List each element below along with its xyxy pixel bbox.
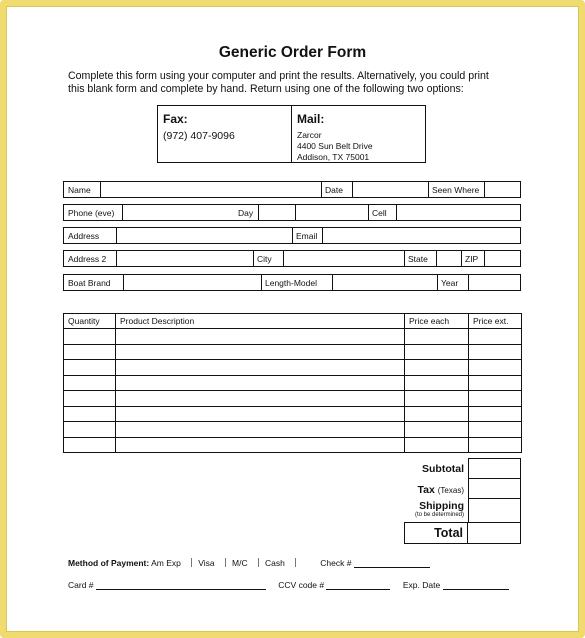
total-row bbox=[404, 522, 521, 544]
mail-line-1: Zarcor bbox=[297, 130, 322, 140]
divider bbox=[428, 182, 429, 197]
price-ext-cell[interactable] bbox=[469, 375, 522, 391]
divider bbox=[253, 251, 254, 266]
divider bbox=[292, 228, 293, 243]
fax-number: (972) 407-9096 bbox=[163, 130, 235, 142]
state-label: State bbox=[408, 254, 428, 264]
exp-date-field[interactable] bbox=[443, 589, 509, 590]
phone-row bbox=[63, 204, 521, 221]
price-ext-cell[interactable] bbox=[469, 406, 522, 422]
product-description-cell[interactable] bbox=[116, 360, 405, 376]
payment-method-line bbox=[68, 558, 430, 568]
address2-row bbox=[63, 250, 521, 267]
address-label: Address bbox=[68, 231, 100, 241]
date-field[interactable] bbox=[352, 182, 429, 197]
mail-line-2: 4400 Sun Belt Drive bbox=[297, 141, 373, 151]
quantity-cell[interactable] bbox=[64, 422, 116, 438]
cash-label: Cash bbox=[265, 558, 285, 568]
order-items-table bbox=[63, 313, 522, 453]
name-field[interactable] bbox=[100, 182, 322, 197]
price-ext-cell[interactable] bbox=[469, 360, 522, 376]
price-ext-cell[interactable] bbox=[469, 329, 522, 345]
price-each-cell[interactable] bbox=[405, 344, 469, 360]
quantity-header: Quantity bbox=[64, 314, 116, 329]
length-model-field[interactable] bbox=[332, 275, 438, 290]
total-field[interactable] bbox=[468, 523, 520, 543]
table-header-row bbox=[64, 314, 522, 329]
quantity-cell[interactable] bbox=[64, 329, 116, 345]
price-each-cell[interactable] bbox=[405, 375, 469, 391]
ccv-field[interactable] bbox=[326, 589, 390, 590]
tax-row bbox=[404, 478, 521, 499]
table-row bbox=[64, 437, 522, 453]
mail-heading: Mail: bbox=[297, 112, 325, 126]
email-field[interactable] bbox=[322, 228, 521, 243]
fax-section bbox=[158, 106, 291, 162]
shipping-label-group bbox=[404, 498, 468, 523]
price-ext-cell[interactable] bbox=[469, 422, 522, 438]
city-label: City bbox=[257, 254, 272, 264]
mc-label: M/C bbox=[232, 558, 248, 568]
mail-line-3: Addison, TX 75001 bbox=[297, 152, 370, 162]
quantity-cell[interactable] bbox=[64, 360, 116, 376]
price-each-cell[interactable] bbox=[405, 406, 469, 422]
divider bbox=[321, 182, 322, 197]
date-label: Date bbox=[325, 185, 343, 195]
tax-note: (Texas) bbox=[437, 486, 464, 495]
visa-label: Visa bbox=[198, 558, 215, 568]
table-row bbox=[64, 329, 522, 345]
day-label: Day bbox=[238, 208, 254, 218]
quantity-cell[interactable] bbox=[64, 375, 116, 391]
quantity-cell[interactable] bbox=[64, 437, 116, 453]
length-model-label: Length-Model bbox=[265, 278, 317, 288]
price-ext-cell[interactable] bbox=[469, 437, 522, 453]
price-ext-cell[interactable] bbox=[469, 344, 522, 360]
quantity-cell[interactable] bbox=[64, 406, 116, 422]
name-label: Name bbox=[68, 185, 91, 195]
intro-line-2: this blank form and complete by hand. Return using one of the following two options: bbox=[68, 83, 464, 95]
product-description-header: Product Description bbox=[116, 314, 405, 329]
cell-label: Cell bbox=[372, 208, 387, 218]
total-label: Total bbox=[405, 523, 468, 543]
email-label: Email bbox=[296, 231, 318, 241]
product-description-cell[interactable] bbox=[116, 391, 405, 407]
divider bbox=[261, 275, 262, 290]
tax-field[interactable] bbox=[468, 478, 521, 499]
product-description-cell[interactable] bbox=[116, 422, 405, 438]
table-row bbox=[64, 391, 522, 407]
table-row bbox=[64, 344, 522, 360]
contact-box bbox=[157, 105, 426, 163]
subtotal-field[interactable] bbox=[468, 458, 521, 479]
check-number-field[interactable] bbox=[354, 567, 430, 568]
intro-line-1: Complete this form using your computer and print the results. Alternatively, you could print bbox=[68, 70, 489, 82]
fax-heading: Fax: bbox=[163, 112, 188, 126]
quantity-cell[interactable] bbox=[64, 344, 116, 360]
price-each-cell[interactable] bbox=[405, 329, 469, 345]
exp-date-label: Exp. Date bbox=[402, 580, 441, 590]
price-each-cell[interactable] bbox=[405, 422, 469, 438]
year-label: Year bbox=[441, 278, 459, 288]
tax-label-group bbox=[404, 478, 468, 499]
intro-text bbox=[68, 70, 538, 96]
quantity-cell[interactable] bbox=[64, 391, 116, 407]
price-ext-header: Price ext. bbox=[469, 314, 522, 329]
visa-checkbox[interactable] bbox=[217, 558, 226, 567]
divider bbox=[437, 275, 438, 290]
shipping-label: Shipping bbox=[419, 500, 464, 512]
product-description-cell[interactable] bbox=[116, 437, 405, 453]
city-field[interactable] bbox=[283, 251, 405, 266]
check-label: Check # bbox=[320, 558, 352, 568]
address2-label: Address 2 bbox=[68, 254, 107, 264]
boat-brand-field[interactable] bbox=[123, 275, 262, 290]
cash-checkbox[interactable] bbox=[287, 558, 296, 567]
product-description-cell[interactable] bbox=[116, 329, 405, 345]
boat-row bbox=[63, 274, 521, 291]
shipping-note: (to be determined) bbox=[414, 512, 464, 518]
address-row bbox=[63, 227, 521, 244]
table-row bbox=[64, 375, 522, 391]
boat-brand-label: Boat Brand bbox=[68, 278, 111, 288]
subtotal-row bbox=[404, 458, 521, 479]
name-row bbox=[63, 181, 521, 198]
seen-where-label: Seen Where bbox=[432, 185, 480, 195]
address2-field[interactable] bbox=[116, 251, 254, 266]
seen-where-field[interactable] bbox=[484, 182, 521, 197]
tax-label: Tax bbox=[417, 484, 435, 496]
address-field[interactable] bbox=[116, 228, 293, 243]
divider bbox=[368, 205, 369, 220]
mc-checkbox[interactable] bbox=[250, 558, 259, 567]
cell-field[interactable] bbox=[396, 205, 521, 220]
year-field[interactable] bbox=[468, 275, 521, 290]
table-row bbox=[64, 406, 522, 422]
ccv-label: CCV code # bbox=[278, 580, 325, 590]
price-each-cell[interactable] bbox=[405, 360, 469, 376]
product-description-cell[interactable] bbox=[116, 406, 405, 422]
am-exp-checkbox[interactable] bbox=[183, 558, 192, 567]
card-number-field[interactable] bbox=[96, 589, 266, 590]
price-each-header: Price each bbox=[405, 314, 469, 329]
day-field[interactable] bbox=[258, 205, 369, 220]
card-line bbox=[68, 580, 509, 590]
price-ext-cell[interactable] bbox=[469, 391, 522, 407]
phone-label: Phone (eve) bbox=[68, 208, 115, 218]
card-label: Card # bbox=[68, 580, 94, 590]
product-description-cell[interactable] bbox=[116, 375, 405, 391]
form-title: Generic Order Form bbox=[218, 44, 367, 61]
zip-field[interactable] bbox=[484, 251, 521, 266]
price-each-cell[interactable] bbox=[405, 391, 469, 407]
shipping-row bbox=[404, 498, 521, 523]
divider bbox=[404, 251, 405, 266]
mail-section bbox=[291, 106, 425, 162]
am-exp-label: Am Exp bbox=[151, 558, 181, 568]
shipping-field[interactable] bbox=[468, 498, 521, 523]
state-field[interactable] bbox=[436, 251, 462, 266]
order-items-body bbox=[64, 329, 522, 453]
divider bbox=[461, 251, 462, 266]
payment-method-label: Method of Payment: bbox=[68, 558, 150, 568]
product-description-cell[interactable] bbox=[116, 344, 405, 360]
table-row bbox=[64, 360, 522, 376]
price-each-cell[interactable] bbox=[405, 437, 469, 453]
zip-label: ZIP bbox=[465, 254, 479, 264]
subtotal-label: Subtotal bbox=[422, 463, 464, 475]
table-row bbox=[64, 422, 522, 438]
